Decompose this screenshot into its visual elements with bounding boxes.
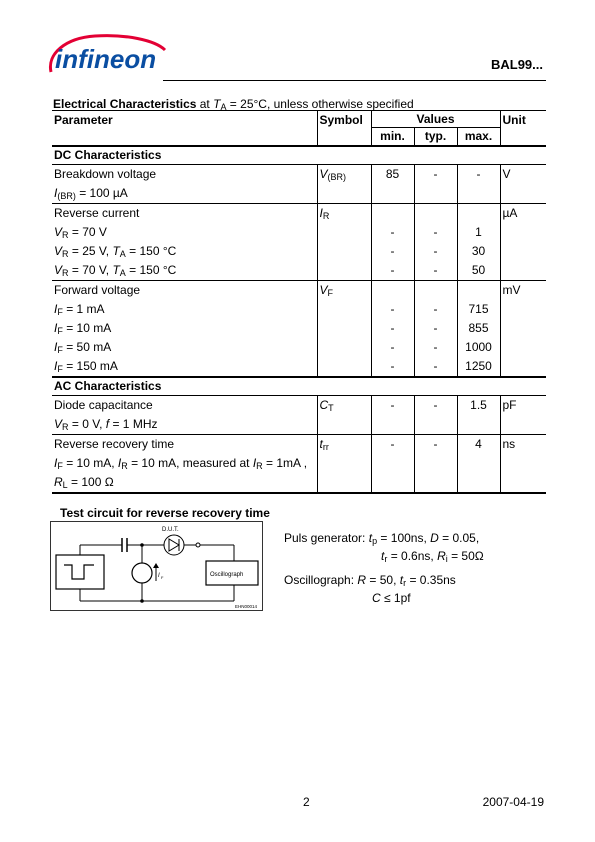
section-dc: DC Characteristics xyxy=(52,146,546,165)
dut-label: D.U.T. xyxy=(162,527,179,533)
table-row: $I_F = 10$ mA, $I_R = 10$ mA, measured at $I_R = 1mA$ , xyxy=(54,456,308,471)
diagram-code: EHN00014 xyxy=(235,604,258,609)
col-symbol: Symbol xyxy=(317,111,371,147)
table-row: $I_F = 50$ mA - - 1000 xyxy=(52,338,546,357)
svg-text:Oscillograph: Oscillograph xyxy=(210,572,244,578)
current-source-icon xyxy=(132,563,152,583)
table-row: $V_R = 70$ V, $T_A = 150$ °C - - 50 xyxy=(52,261,546,281)
table-row: Forward voltage $V_F$ mV xyxy=(52,281,546,301)
col-unit: Unit xyxy=(500,111,546,147)
col-max: max. xyxy=(457,128,500,147)
table-row: $I_F = 10$ mA - - 855 xyxy=(52,319,546,338)
col-min: min. xyxy=(371,128,414,147)
table-row: $I_F = 150$ mA - - 1250 xyxy=(52,357,546,377)
part-number: BAL99... xyxy=(490,57,543,72)
logo-wordmark: infineon xyxy=(55,44,157,74)
oscillograph-note: Oscillograph: R = 50, $t_r = 0.35ns$ xyxy=(284,573,456,588)
table-row: Reverse recovery time $t_{rr}$ - - 4 ns xyxy=(52,435,546,455)
table-row: Reverse current $I_R$ µA xyxy=(52,204,546,224)
svg-text:I: I xyxy=(158,573,160,579)
pulse-generator-box xyxy=(56,555,104,589)
table-row: $I_{(BR)} = 100$ µA xyxy=(52,184,546,204)
electrical-characteristics-table xyxy=(52,110,546,494)
table-title: Electrical Characteristics at $T_A = 25^\circ C$, unless otherwise specified xyxy=(53,97,414,112)
table-row: $V_R = 25$ V, $T_A = 150$ °C - - 30 xyxy=(52,242,546,261)
table-row: $I_F = 1$ mA - - 715 xyxy=(52,300,546,319)
col-typ: typ. xyxy=(414,128,457,147)
table-row: $R_L = 100$ Ω xyxy=(52,473,546,493)
oscillograph-note-2: C ≤ 1pf xyxy=(372,591,411,605)
pulse-generator-note-2: $t_r = 0.6ns$, $R_i = 50\Omega$ xyxy=(381,549,484,564)
section-ac: AC Characteristics xyxy=(52,377,546,396)
table-row: $V_R = 70$ V - - 1 xyxy=(52,223,546,242)
pulse-generator-note: Puls generator: $t_p = 100ns$, D = 0.05, xyxy=(284,531,480,546)
table-row: Diode capacitance $C_T$ - - 1.5 pF xyxy=(52,396,546,416)
col-values: Values xyxy=(371,111,500,128)
table-row: Breakdown voltage $V_{(BR)}$ 85 - - V xyxy=(52,165,546,185)
col-parameter: Parameter xyxy=(52,111,317,147)
test-circuit-diagram xyxy=(50,521,263,611)
svg-text:F: F xyxy=(161,575,164,580)
table-row: $V_R = 0$ V, f = 1 MHz xyxy=(52,415,546,435)
document-date: 2007-04-19 xyxy=(482,795,544,809)
infineon-logo xyxy=(45,32,170,80)
header-rule xyxy=(163,80,546,81)
test-circuit-title: Test circuit for reverse recovery time xyxy=(60,506,270,520)
page-number: 2 xyxy=(303,795,310,809)
